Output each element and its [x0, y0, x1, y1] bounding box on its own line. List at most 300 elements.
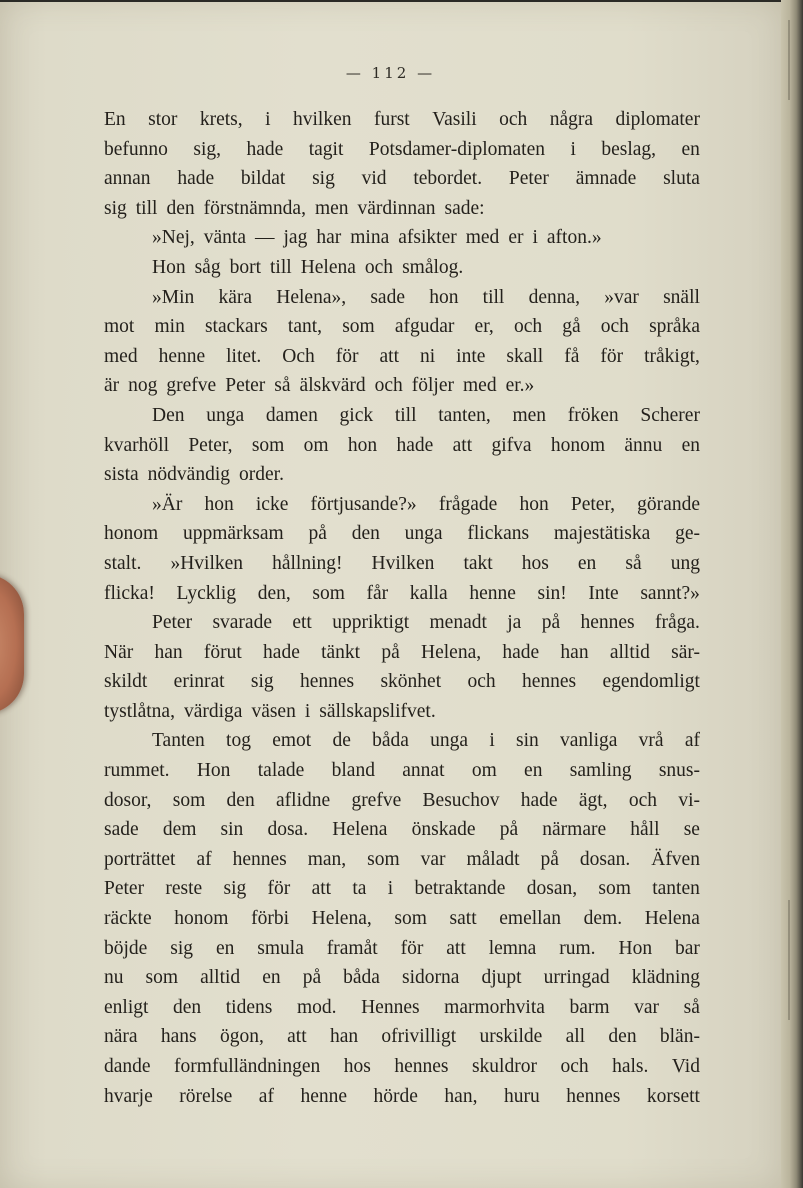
word: sig	[170, 937, 194, 959]
word: När	[104, 641, 134, 663]
word: kvarhöll	[104, 434, 169, 456]
word: marmorhvita	[444, 996, 545, 1018]
page-number: — 112 —	[345, 64, 436, 82]
word: vi-	[678, 789, 700, 811]
word: Hennes	[361, 996, 420, 1018]
word: Peter	[152, 612, 193, 634]
word: hvarje	[104, 1085, 153, 1107]
word: stalt.	[104, 552, 142, 574]
word: porträttet	[104, 848, 176, 870]
word: »var	[604, 286, 639, 308]
word: och	[628, 789, 658, 811]
word: samling	[569, 760, 632, 782]
word: enligt	[104, 996, 149, 1018]
word: nu	[104, 967, 124, 989]
word: satt	[449, 908, 477, 930]
word: Vid	[671, 1056, 700, 1077]
word: önskade	[411, 819, 476, 841]
word: väsen	[251, 700, 296, 722]
word: grefve	[166, 375, 217, 397]
word: hörde	[373, 1085, 418, 1107]
word: uppriktigt	[332, 612, 410, 634]
word: så	[274, 375, 291, 397]
word: Och	[282, 345, 315, 367]
word: sade:	[444, 197, 485, 219]
word: Den	[152, 404, 185, 426]
word: hennes	[521, 671, 577, 693]
word: i	[387, 878, 394, 900]
word: rum.	[559, 937, 596, 959]
word: afton.»	[546, 227, 602, 249]
text-line	[104, 460, 700, 490]
word: bland	[331, 760, 375, 782]
word: i	[489, 730, 495, 752]
word: barm	[569, 996, 610, 1018]
word: så	[625, 552, 642, 574]
word: som	[367, 848, 400, 870]
word: betraktande	[414, 878, 506, 900]
body-text	[104, 105, 700, 1111]
word: en	[215, 937, 235, 959]
word: som	[251, 434, 285, 456]
word: hon	[429, 286, 459, 308]
word: egendomligt	[602, 671, 700, 693]
word: dande	[104, 1056, 151, 1077]
word: nog	[128, 375, 158, 397]
word: man,	[307, 848, 347, 870]
word: Helena	[300, 256, 356, 278]
page-edge	[781, 0, 803, 1188]
word: —	[255, 227, 275, 249]
word: inte	[456, 345, 486, 367]
word: sluta	[663, 168, 700, 190]
word: i	[532, 227, 538, 249]
text-line	[104, 993, 700, 1023]
word: närmare	[542, 819, 607, 841]
word: furst	[373, 109, 410, 130]
word: alltid	[609, 641, 650, 663]
word: icke	[255, 493, 289, 515]
word: till	[135, 197, 158, 219]
word: hos	[521, 552, 549, 574]
word: på	[302, 967, 322, 989]
word: tanten	[652, 878, 700, 900]
word: Peter	[104, 878, 145, 900]
word: sällskapslifvet.	[319, 700, 436, 722]
word: sig	[223, 878, 247, 900]
word: takt	[463, 552, 493, 574]
word: Äfven	[651, 848, 700, 870]
word: att	[379, 345, 400, 367]
word: förstnämnda,	[203, 197, 306, 219]
word: värdinnan	[357, 197, 436, 219]
word: och	[467, 671, 496, 693]
word: till	[394, 404, 417, 426]
word: dosan,	[526, 878, 578, 900]
word: som	[145, 967, 179, 989]
word: tidens	[225, 996, 273, 1018]
word: ta	[352, 878, 367, 900]
word: tänkt	[321, 641, 361, 663]
word: förut	[203, 641, 242, 663]
word: Hon	[618, 937, 653, 959]
word: smula	[257, 937, 304, 959]
word: båda	[343, 967, 380, 989]
word: tystlåtna,	[104, 700, 175, 722]
word: ännu	[624, 434, 663, 456]
word: han,	[444, 1085, 478, 1107]
word: hvilken	[293, 109, 352, 130]
word: den	[351, 523, 380, 545]
word: framåt	[326, 937, 378, 959]
word: förbi	[251, 908, 289, 930]
word: ung	[670, 552, 700, 574]
word: tog	[226, 730, 251, 752]
word: honom	[104, 523, 159, 545]
word: Tanten	[152, 730, 205, 752]
word: en	[681, 434, 700, 456]
word: all	[565, 1026, 586, 1048]
word: som	[342, 316, 375, 338]
word: krets,	[199, 109, 243, 130]
word: rörelse	[179, 1085, 233, 1107]
word: båda	[372, 730, 409, 752]
word: ja	[507, 612, 522, 634]
word: måladt	[466, 848, 520, 870]
word: majestätiska	[553, 523, 651, 545]
word: afsikter	[398, 227, 457, 249]
word: har	[316, 227, 342, 249]
word: ämnade	[575, 168, 637, 190]
text-line	[104, 756, 700, 786]
word: rummet.	[104, 760, 170, 782]
word: menadt	[429, 612, 487, 634]
word: Helena,	[311, 908, 372, 930]
word: hållning!	[272, 552, 343, 574]
word: skildt	[104, 671, 148, 693]
word: order.	[239, 464, 284, 486]
word: sin	[516, 730, 539, 752]
word: han	[154, 641, 183, 663]
word: grefve	[351, 789, 402, 811]
text-line	[104, 194, 700, 224]
word: henne	[300, 1085, 348, 1107]
word: unga	[430, 730, 469, 752]
text-line	[104, 223, 700, 253]
word: för	[335, 345, 359, 367]
word: sidorna	[402, 967, 460, 989]
word: så	[683, 996, 700, 1018]
word: Helena,	[421, 641, 482, 663]
word: förtjusande?»	[310, 493, 417, 515]
word: den,	[257, 582, 291, 604]
word: urringad	[543, 967, 610, 989]
word: den	[166, 197, 195, 219]
word: damen	[265, 404, 318, 426]
word: för	[267, 878, 291, 900]
word: ögon,	[219, 1026, 264, 1048]
text-line	[104, 786, 700, 816]
word: tråkigt,	[644, 345, 700, 367]
word: »Är	[152, 493, 183, 515]
word: sannt?»	[640, 582, 700, 604]
word: En	[104, 109, 126, 130]
word: som	[172, 789, 206, 811]
word: hans	[160, 1026, 197, 1048]
word: sin	[220, 819, 244, 841]
word: värdiga	[183, 700, 243, 722]
word: aflidne	[276, 789, 331, 811]
word: men	[314, 197, 349, 219]
word: svarade	[212, 612, 272, 634]
word: om	[303, 434, 329, 456]
word: jag	[283, 227, 308, 249]
text-line	[104, 815, 700, 845]
word: sig	[312, 168, 335, 190]
word: annat	[402, 760, 445, 782]
word: med	[463, 375, 497, 397]
word: att	[452, 434, 473, 456]
word: Helena	[644, 908, 700, 930]
word: stor	[148, 109, 178, 130]
word: hennes	[299, 671, 355, 693]
word: henne	[158, 345, 206, 367]
word: nödvändig	[147, 464, 230, 486]
word: hade	[246, 138, 284, 160]
word: formfulländningen	[174, 1056, 321, 1077]
word: var	[420, 848, 446, 870]
word: och	[600, 316, 629, 338]
word: görande	[637, 493, 700, 515]
word: den	[226, 789, 255, 811]
word: hade	[263, 641, 300, 663]
word: fröken	[567, 404, 619, 426]
text-line	[104, 490, 700, 520]
word: erinrat	[173, 671, 225, 693]
word: uppmärksam	[182, 523, 284, 545]
text-line	[104, 1052, 700, 1082]
word: Helena	[332, 819, 388, 841]
word: hon	[519, 493, 549, 515]
word: »Hvilken	[170, 552, 244, 574]
text-line	[104, 549, 700, 579]
word: såg	[194, 256, 221, 278]
word: att	[287, 1026, 307, 1048]
word: talade	[257, 760, 305, 782]
text-line	[104, 697, 700, 727]
text-line	[104, 519, 700, 549]
word: älskvärd	[299, 375, 366, 397]
word: afgudar	[394, 316, 455, 338]
word: ägt,	[578, 789, 608, 811]
word: emot	[272, 730, 312, 752]
word: hade	[520, 789, 558, 811]
word: tebordet.	[413, 168, 483, 190]
text-line	[104, 1022, 700, 1052]
word: tagit	[308, 138, 344, 160]
word: Peter,	[570, 493, 616, 515]
word: sig,	[193, 138, 221, 160]
word: Scherer	[640, 404, 700, 426]
word: bildat	[240, 168, 286, 190]
word: tanten,	[438, 404, 491, 426]
text-line	[104, 283, 700, 313]
word: diplomater	[615, 109, 700, 130]
word: hade	[396, 434, 434, 456]
word: er,	[474, 316, 494, 338]
word: en	[262, 967, 281, 989]
word: smålog.	[402, 256, 464, 278]
word: vanliga	[560, 730, 618, 752]
word: sig	[250, 671, 274, 693]
word: »Min	[152, 286, 195, 308]
word: i	[304, 700, 311, 722]
word: hennes	[566, 1085, 621, 1107]
word: denna,	[528, 286, 580, 308]
word: den	[608, 1026, 637, 1048]
word: en	[524, 760, 543, 782]
word: och	[499, 109, 528, 130]
text-line	[104, 608, 700, 638]
word: han	[329, 1026, 359, 1048]
word: om	[471, 760, 497, 782]
word: sär-	[671, 641, 700, 663]
page-edge-line	[788, 20, 790, 100]
word: Inte	[588, 582, 619, 604]
text-line	[104, 431, 700, 461]
word: med	[465, 227, 500, 249]
text-line	[104, 1082, 700, 1112]
word: gifva	[491, 434, 532, 456]
text-line	[104, 253, 700, 283]
word: unga	[404, 523, 443, 545]
word: litet.	[226, 345, 262, 367]
word: Lycklig	[176, 582, 237, 604]
word: och	[513, 316, 543, 338]
word: att	[311, 878, 332, 900]
text-line	[104, 135, 700, 165]
text-line	[104, 312, 700, 342]
word: se	[683, 819, 700, 841]
word: hennes	[232, 848, 287, 870]
word: sade	[104, 819, 139, 841]
word: tant,	[287, 316, 323, 338]
word: och	[560, 1056, 589, 1077]
word: några	[549, 109, 594, 130]
word: annan	[104, 168, 151, 190]
word: af	[196, 848, 212, 870]
word: Hon	[196, 760, 231, 782]
word: på	[381, 641, 400, 663]
word: dem	[162, 819, 197, 841]
word: han	[560, 641, 589, 663]
word: en	[577, 552, 597, 574]
word: skönhet	[380, 671, 442, 693]
word: få	[564, 345, 580, 367]
word: ge-	[675, 523, 700, 545]
word: snus-	[658, 760, 700, 782]
word: gick	[339, 404, 374, 426]
text-line	[104, 401, 700, 431]
word: ofrivilligt	[381, 1026, 457, 1048]
word: vid	[361, 168, 387, 190]
word: dosan.	[579, 848, 631, 870]
word: skuldror	[471, 1056, 537, 1077]
word: en	[681, 138, 700, 160]
word: hos	[343, 1056, 371, 1077]
word: hennes	[580, 612, 635, 634]
word: hon	[347, 434, 378, 456]
text-line	[104, 904, 700, 934]
word: Potsdamer-diplomaten	[368, 138, 546, 160]
word: emellan	[499, 908, 561, 930]
word: frågade	[438, 493, 498, 515]
word: gå	[562, 316, 581, 338]
word: räckte	[104, 908, 152, 930]
word: mot	[104, 316, 135, 338]
word: ett	[292, 612, 312, 634]
word: som	[598, 878, 631, 900]
word: lemna	[488, 937, 537, 959]
word: hade	[177, 168, 215, 190]
word: till	[270, 256, 292, 278]
word: vrå	[638, 730, 664, 752]
word: Hvilken	[371, 552, 435, 574]
text-line	[104, 934, 700, 964]
word: men	[512, 404, 547, 426]
word: fråga.	[654, 612, 700, 634]
word: mina	[350, 227, 390, 249]
word: er.»	[505, 375, 535, 397]
word: sade	[370, 286, 405, 308]
word: får	[366, 582, 389, 604]
word: på	[499, 819, 519, 841]
word: den	[173, 996, 202, 1018]
word: på	[308, 523, 327, 545]
word: min	[154, 316, 185, 338]
word: af	[684, 730, 700, 752]
word: språka	[649, 316, 700, 338]
word: korsett	[646, 1085, 700, 1107]
word: på	[541, 612, 561, 634]
word: honom	[174, 908, 229, 930]
word: Peter,	[188, 434, 233, 456]
word: att	[446, 937, 466, 959]
word: Peter	[508, 168, 549, 190]
word: Vasili	[432, 109, 477, 130]
word: till	[482, 286, 505, 308]
word: Hon	[152, 256, 186, 278]
word: blän-	[659, 1026, 700, 1048]
word: mod.	[296, 996, 337, 1018]
word: med	[104, 345, 138, 367]
word: hade	[502, 641, 540, 663]
word: snäll	[663, 286, 700, 308]
word: unga	[206, 404, 245, 426]
word: de	[332, 730, 351, 752]
text-line	[104, 667, 700, 697]
word: kära	[218, 286, 253, 308]
word: befunno	[104, 138, 168, 160]
word: hals.	[612, 1056, 649, 1077]
word: honom	[550, 434, 606, 456]
text-line	[104, 963, 700, 993]
word: som	[394, 908, 427, 930]
text-line	[104, 342, 700, 372]
word: urskilde	[479, 1026, 543, 1048]
word: flicka!	[104, 582, 155, 604]
text-line	[104, 105, 700, 135]
